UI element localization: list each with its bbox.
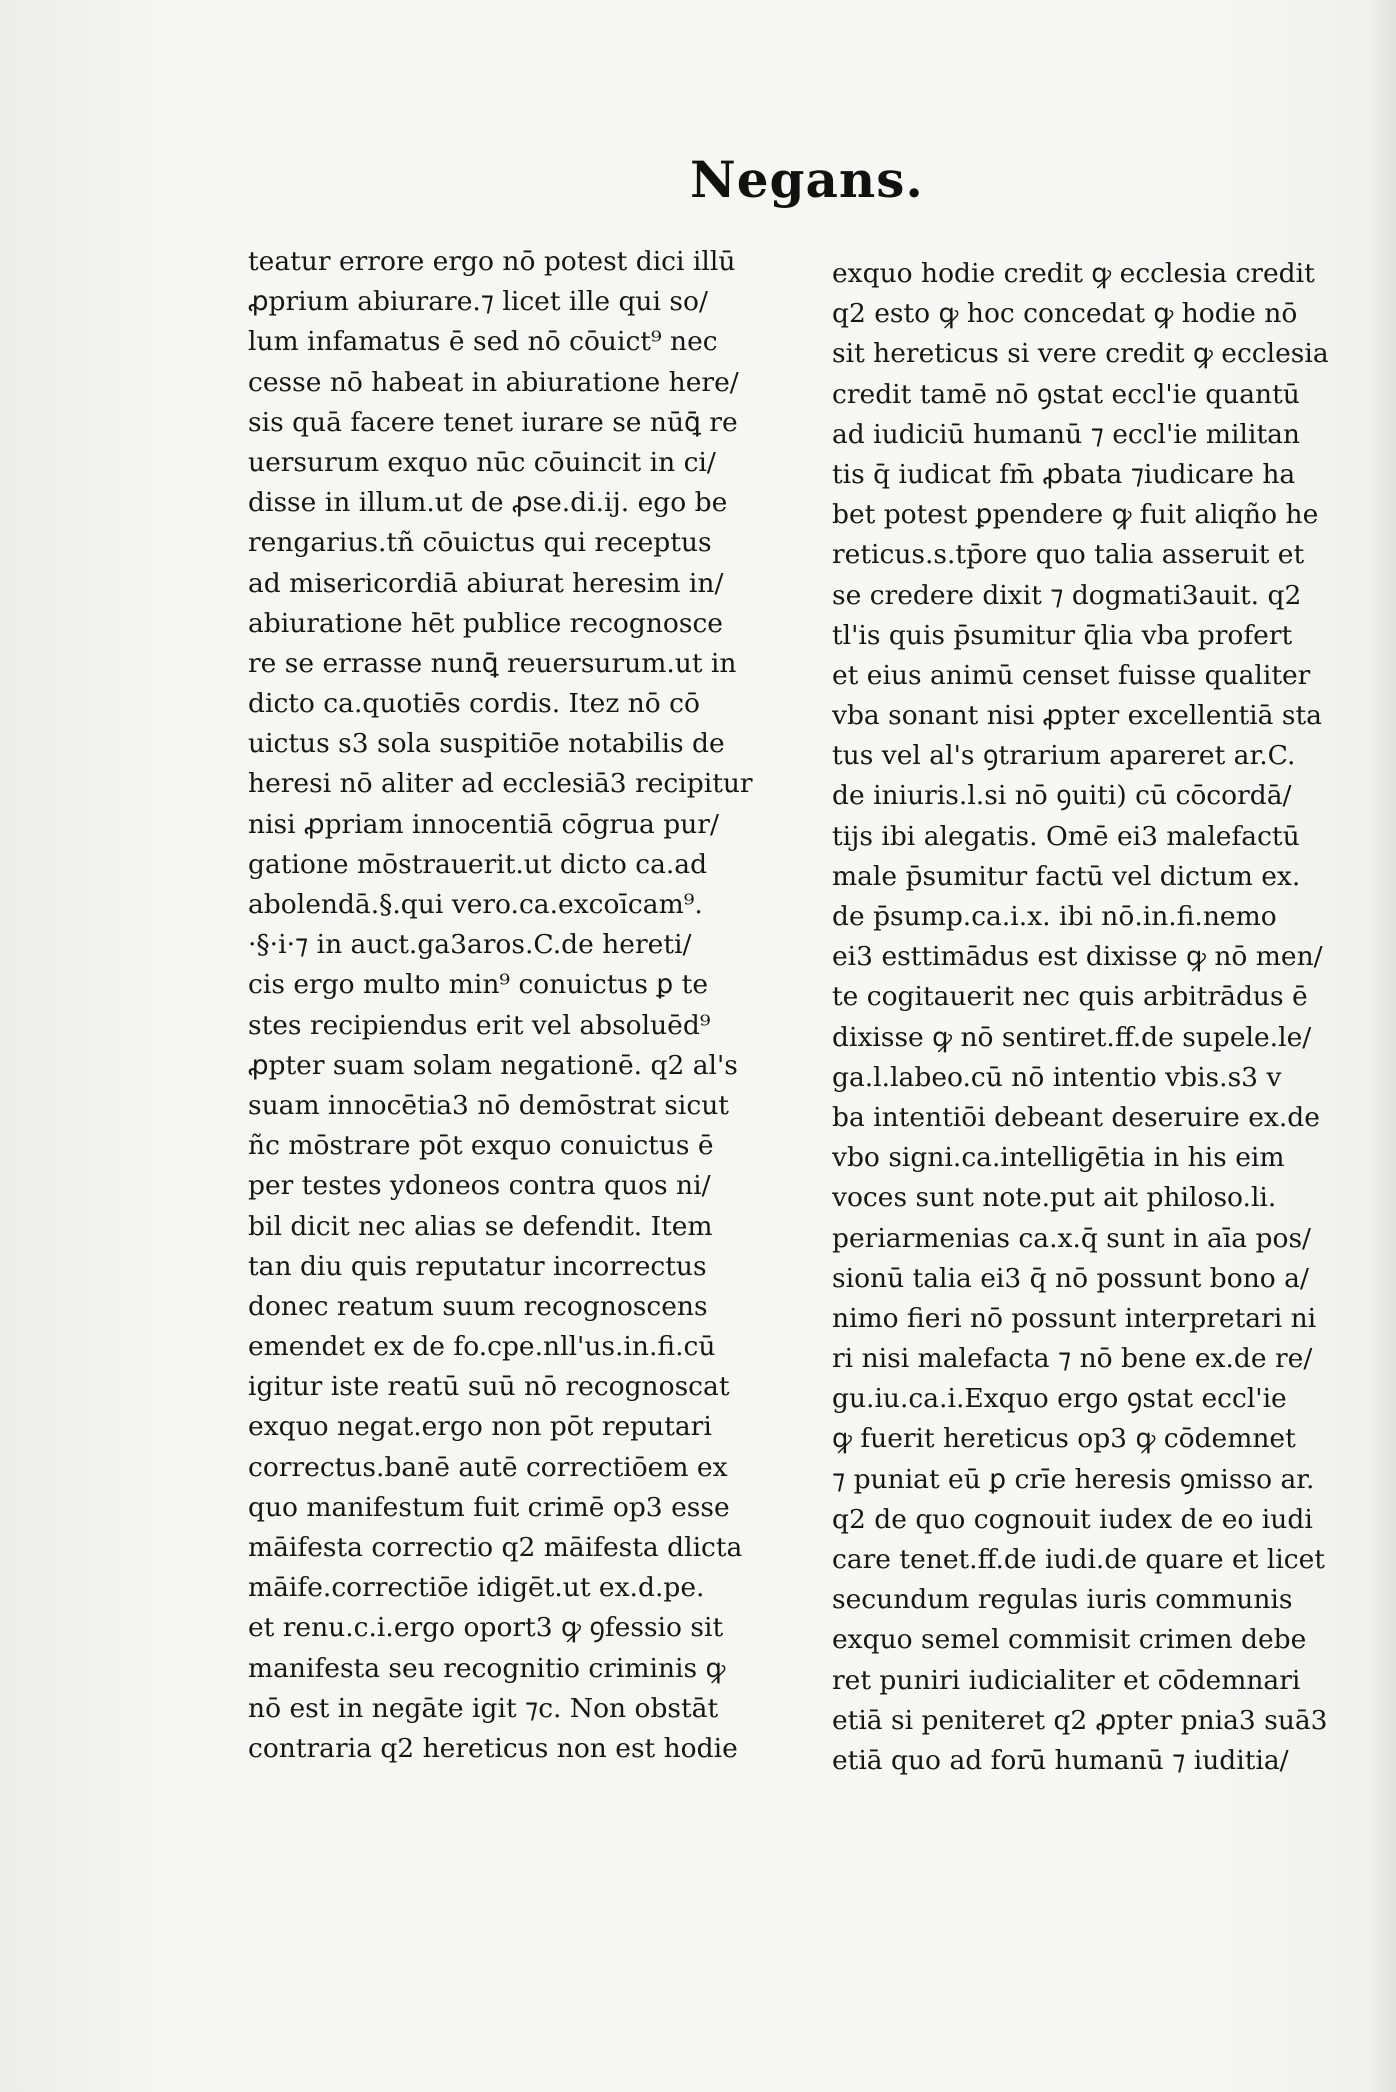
text-line: ei3 esttimādus est dixisse ꝙ nō men/ bbox=[832, 941, 1323, 973]
text-line: donec reatum suum recognoscens bbox=[248, 1290, 708, 1322]
text-line: emendet ex de fo.cpe.nll'us.in.fi.cū bbox=[248, 1331, 716, 1363]
text-line: q2 esto ꝙ hoc concedat ꝙ hodie nō bbox=[832, 298, 1298, 330]
text-line: rengarius.tñ cōuictus qui receptus bbox=[248, 527, 712, 559]
text-line: disse in illum.ut de ꝓse.di.ij. ego be bbox=[248, 487, 728, 519]
text-line: tis q̄ iudicat fm̄ ꝓbata ⁊iudicare ha bbox=[832, 458, 1296, 490]
text-line: exquo hodie credit ꝙ ecclesia credit bbox=[832, 258, 1315, 289]
text-line: cesse nō habeat in abiuratione here/ bbox=[248, 366, 739, 398]
text-line: māife.correctiōe idigēt.ut ex.d.pe. bbox=[248, 1572, 705, 1604]
text-line: etiā quo ad forū humanū ⁊ iuditia/ bbox=[832, 1744, 1289, 1776]
text-line: secundum regulas iuris communis bbox=[832, 1584, 1293, 1616]
text-line: sit hereticus si vere credit ꝙ ecclesia bbox=[832, 338, 1329, 370]
text-line: vba sonant nisi ꝓpter excellentiā sta bbox=[832, 700, 1322, 732]
text-line: abolendā.§.qui vero.ca.excoīcam⁹. bbox=[248, 889, 703, 920]
text-line: contraria q2 hereticus non est hodie bbox=[248, 1732, 738, 1764]
text-line: ꝓprium abiurare.⁊ licet ille qui so/ bbox=[248, 286, 708, 318]
text-line: nisi ꝓpriam innocentiā cōgrua pur/ bbox=[248, 808, 719, 840]
text-line: dicto ca.quotiēs cordis. Itez nō cō bbox=[248, 688, 700, 720]
text-line: abiuratione hēt publice recognosce bbox=[248, 607, 723, 639]
text-line: tl'is quis p̄sumitur q̄lia vba profert bbox=[832, 619, 1293, 651]
text-line: suam innocētia3 nō demōstrat sicut bbox=[248, 1089, 729, 1121]
text-line: de p̄sump.ca.i.x. ibi nō.in.fi.nemo bbox=[832, 901, 1277, 932]
text-line: tus vel al's ꝯtrarium apareret ar.C. bbox=[832, 740, 1296, 772]
text-line: teatur errore ergo nō potest dici illū bbox=[248, 246, 736, 277]
text-line: care tenet.ff.de iudi.de quare et licet bbox=[832, 1544, 1325, 1575]
text-line: de iniuris.l.si nō ꝯuiti) cū cōcordā/ bbox=[832, 780, 1292, 812]
text-line: ga.l.labeo.cū nō intentio vbis.s3 v bbox=[832, 1061, 1282, 1093]
right-text-column bbox=[832, 254, 1352, 1781]
text-line: exquo semel commisit crimen debe bbox=[832, 1624, 1307, 1656]
text-line: tan diu quis reputatur incorrectus bbox=[248, 1250, 707, 1282]
running-header: Negans. bbox=[690, 150, 924, 209]
text-line: gu.iu.ca.i.Exquo ergo ꝯstat eccl'ie bbox=[832, 1383, 1287, 1415]
page-edge-shadow bbox=[1368, 0, 1396, 2092]
text-line: re se errasse nunꝗ̄ reuersurum.ut in bbox=[248, 647, 737, 679]
text-line: correctus.banē autē correctiōem ex bbox=[248, 1451, 728, 1483]
text-line: sis quā facere tenet iurare se nūꝗ̄ re bbox=[248, 406, 738, 438]
text-line: vbo signi.ca.intelligētia in his eim bbox=[832, 1142, 1285, 1174]
text-line: uictus s3 sola suspitiōe notabilis de bbox=[248, 728, 725, 760]
text-line: ·§·i·⁊ in auct.ga3aros.C.de hereti/ bbox=[248, 929, 692, 961]
text-line: ꝓpter suam solam negationē. q2 al's bbox=[248, 1049, 738, 1081]
text-line: credit tamē nō ꝯstat eccl'ie quantū bbox=[832, 378, 1300, 410]
text-line: voces sunt note.put ait philoso.li. bbox=[832, 1182, 1277, 1214]
text-line: reticus.s.tp̄ore quo talia asseruit et bbox=[832, 539, 1305, 571]
text-line: bil dicit nec alias se defendit. Item bbox=[248, 1210, 713, 1242]
left-text-column bbox=[248, 242, 768, 1769]
text-line: tijs ibi alegatis. Omē ei3 malefactū bbox=[832, 820, 1300, 852]
text-line: quo manifestum fuit crimē op3 esse bbox=[248, 1491, 730, 1523]
text-line: ri nisi malefacta ⁊ nō bene ex.de re/ bbox=[832, 1343, 1313, 1375]
text-line: te cogitauerit nec quis arbitrādus ē bbox=[832, 981, 1308, 1013]
text-line: gatione mōstrauerit.ut dicto ca.ad bbox=[248, 848, 708, 880]
text-line: ba intentiōi debeant deseruire ex.de bbox=[832, 1101, 1320, 1133]
text-line: māifesta correctio q2 māifesta dlicta bbox=[248, 1532, 743, 1563]
text-line: cis ergo multo min⁹ conuictus ꝑ te bbox=[248, 969, 709, 1001]
text-line: ad misericordiā abiurat heresim in/ bbox=[248, 567, 724, 599]
text-line: stes recipiendus erit vel absoluēd⁹ bbox=[248, 1009, 711, 1041]
text-line: nimo fieri nō possunt interpretari ni bbox=[832, 1302, 1317, 1334]
text-line: dixisse ꝙ nō sentiret.ff.de supele.le/ bbox=[832, 1021, 1312, 1053]
text-line: se credere dixit ⁊ dogmati3auit. q2 bbox=[832, 579, 1302, 611]
text-line: lum infamatus ē sed nō cōuict⁹ nec bbox=[248, 326, 718, 358]
text-line: exquo negat.ergo non pōt reputari bbox=[248, 1411, 712, 1443]
text-line: bet potest ꝑpendere ꝙ fuit aliqño he bbox=[832, 499, 1319, 531]
text-line: nō est in negāte igit ⁊c. Non obstāt bbox=[248, 1692, 719, 1724]
text-line: ⁊ puniat eū ꝑ crīe heresis ꝯmisso ar. bbox=[832, 1463, 1315, 1495]
text-line: et eius animū censet fuisse qualiter bbox=[832, 659, 1311, 691]
text-line: male p̄sumitur factū vel dictum ex. bbox=[832, 860, 1301, 892]
text-line: ad iudiciū humanū ⁊ eccl'ie militan bbox=[832, 418, 1300, 450]
text-line: ret puniri iudicialiter et cōdemnari bbox=[832, 1664, 1301, 1696]
text-line: manifesta seu recognitio criminis ꝙ bbox=[248, 1652, 726, 1684]
text-line: etiā si peniteret q2 ꝓpter pnia3 suā3 bbox=[832, 1704, 1328, 1736]
text-line: ñc mōstrare pōt exquo conuictus ē bbox=[248, 1130, 714, 1162]
text-line: ꝙ fuerit hereticus op3 ꝙ cōdemnet bbox=[832, 1423, 1296, 1455]
text-line: igitur iste reatū suū nō recognoscat bbox=[248, 1371, 730, 1403]
text-line: periarmenias ca.x.q̄ sunt in aīa pos/ bbox=[832, 1222, 1311, 1254]
text-line: q2 de quo cognouit iudex de eo iudi bbox=[832, 1503, 1313, 1535]
text-line: per testes ydoneos contra quos ni/ bbox=[248, 1170, 711, 1202]
text-line: uersurum exquo nūc cōuincit in ci/ bbox=[248, 446, 716, 478]
text-line: heresi nō aliter ad ecclesiā3 recipitur bbox=[248, 768, 753, 800]
text-line: sionū talia ei3 q̄ nō possunt bono a/ bbox=[832, 1262, 1309, 1294]
text-line: et renu.c.i.ergo oport3 ꝙ ꝯfessio sit bbox=[248, 1612, 724, 1644]
